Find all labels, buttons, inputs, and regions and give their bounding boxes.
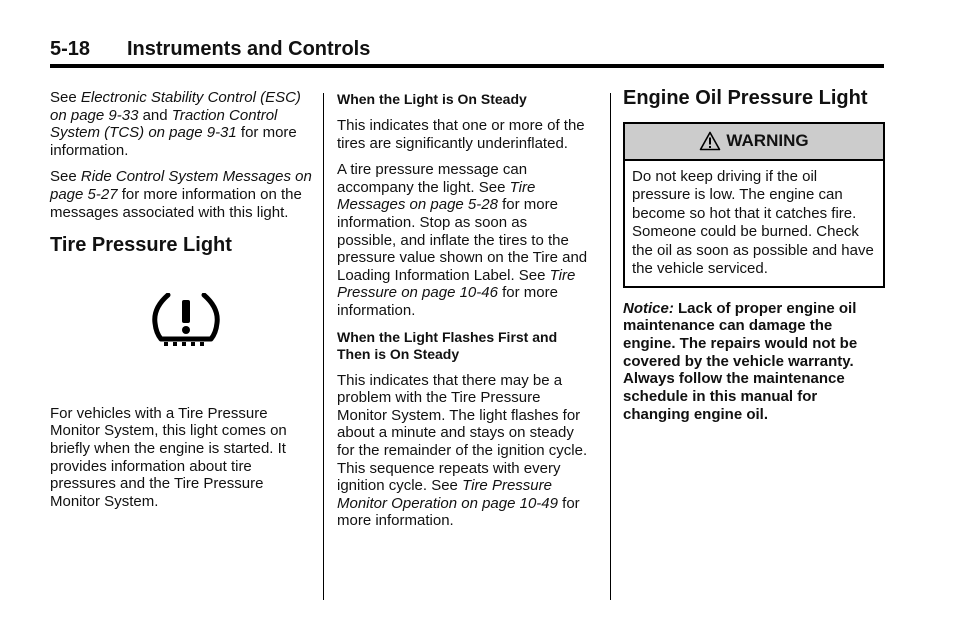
text: See <box>50 168 81 186</box>
warning-label: WARNING <box>726 131 809 151</box>
text: This indicates that there may be a problem with the Tire Pressure Monitor System. The light flashes for about a minute and stays on steady for the remainder of the ignition cycle. This sequence repeats with every ignition cycle. See <box>337 371 588 495</box>
section-title: Instruments and Controls <box>127 38 371 60</box>
column-3 <box>623 89 885 424</box>
on-steady-text: This indicates that one or more of the tires are significantly underinflated. <box>337 117 585 152</box>
esc-tcs-reference <box>50 89 315 159</box>
tire-messages-link[interactable]: Tire Messages on page 5-28 <box>337 178 536 214</box>
tire-pressure-warning-icon <box>151 293 221 347</box>
ride-control-reference <box>50 168 315 221</box>
tire-pressure-heading: Tire Pressure Light <box>50 234 232 257</box>
warning-box <box>623 122 885 288</box>
tpms-description: For vehicles with a Tire Pressure Monitor System, this light comes on briefly when the engine is started. It provides information about tire pressures and the Tire Pressure Monitor System. <box>50 404 287 510</box>
subheading-flashes: When the Light Flashes First and Then is On Steady <box>337 328 558 362</box>
tcs-link[interactable]: Traction Control System (TCS) on page 9-31 <box>50 106 278 142</box>
column-divider-2 <box>610 93 611 600</box>
engine-oil-heading: Engine Oil Pressure Light <box>623 87 868 109</box>
tire-message-paragraph <box>337 161 589 319</box>
notice-label: Notice: <box>623 299 674 317</box>
page-header <box>50 38 884 68</box>
text: A tire pressure message can accompany the light. See <box>337 161 528 196</box>
flashes-paragraph <box>337 372 589 530</box>
text: for more information. <box>337 494 580 530</box>
subheading-on-steady: When the Light is On Steady <box>337 91 527 107</box>
notice-text: Lack of proper engine oil maintenance can damage the engine. The repairs would not be covered by the vehicle warranty. Always follow the maintenance schedule in this manual for changing engine oil. <box>623 299 858 423</box>
warning-body: Do not keep driving if the oil pressure is low. The engine can become so hot that it catches fire. Someone could be burned. Check the oil as soon as possible and have the vehicle serviced. <box>632 167 874 278</box>
column-1 <box>50 89 315 519</box>
esc-link[interactable]: Electronic Stability Control (ESC) on page 9-33 <box>50 89 301 124</box>
tire-pressure-icon-area <box>50 255 315 405</box>
ride-control-link[interactable]: Ride Control System Messages on page 5-27 <box>50 168 312 203</box>
column-divider-1 <box>323 93 324 600</box>
warning-triangle-icon <box>699 131 721 151</box>
notice-paragraph <box>623 300 885 424</box>
tpms-operation-link[interactable]: Tire Pressure Monitor Operation on page 10-49 <box>337 477 558 512</box>
text: for more information on the messages associated with this light. <box>50 185 302 221</box>
text: for more information. Stop as soon as possible, and inflate the tires to the pressure value shown on the Tire and Loading Information Label. See <box>337 196 588 284</box>
page-number: 5-18 <box>50 38 91 60</box>
column-2 <box>337 91 589 539</box>
tire-pressure-link[interactable]: Tire Pressure on page 10-46 <box>337 266 576 302</box>
text: for more information. <box>337 284 558 319</box>
text: See <box>50 89 81 106</box>
text: for more information. <box>50 124 297 159</box>
text: and <box>138 106 172 124</box>
warning-header <box>625 124 883 161</box>
